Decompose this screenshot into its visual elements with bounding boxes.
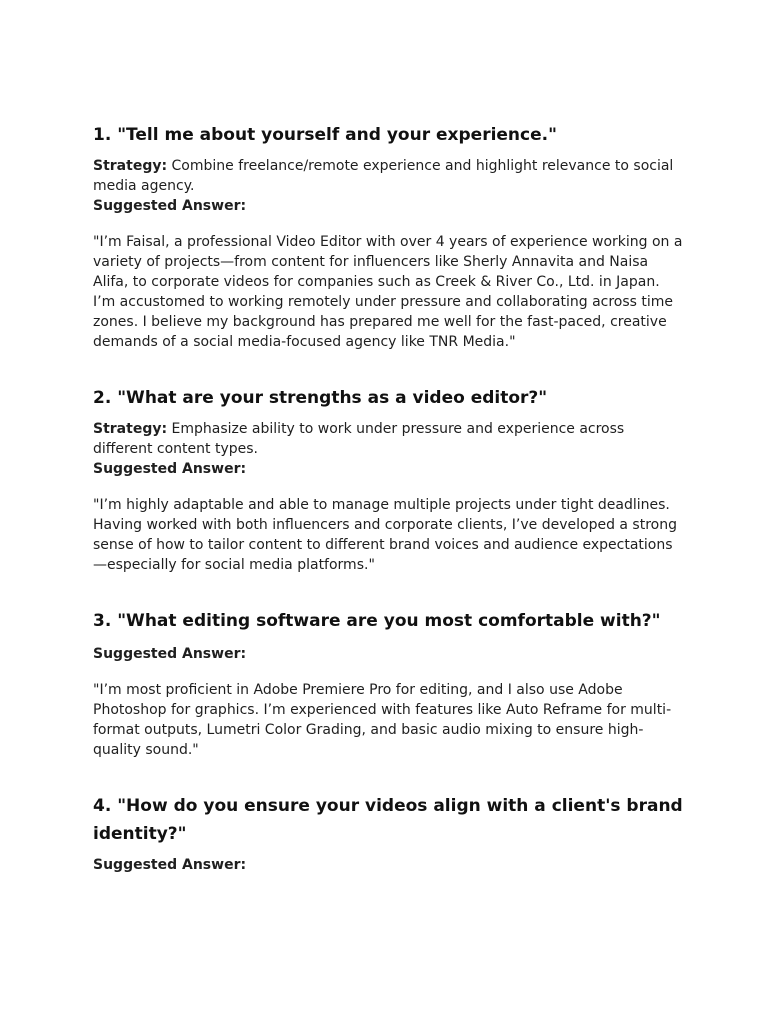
suggested-answer-text: "I’m most proficient in Adobe Premiere Pro for editing, and I also use Adobe Photoshop for graphics. I’m experienced with features like Auto Reframe for multi-format outputs, Lumetri Color Grading, and basic audio mixing to ensure high-quality sound." [93, 682, 672, 758]
question-heading: 2. "What are your strengths as a video editor?" [93, 388, 548, 408]
suggested-answer-label: Suggested Answer: [93, 857, 247, 873]
suggested-answer-label: Suggested Answer: [93, 198, 247, 214]
suggested-answer-text: "I’m highly adaptable and able to manage multiple projects under tight deadlines. Having worked with both influencers and corporate clients, I’ve developed a strong sense of how to tailor content to different brand voices and audience expectations—especially for social media platforms." [93, 497, 677, 573]
suggested-answer-text: "I’m Faisal, a professional Video Editor with over 4 years of experience working on a variety of projects—from content for influencers like Sherly Annavita and Naisa Alifa, to corporate videos for companies such as Creek & River Co., Ltd. in Japan. I’m accustomed to working remotely under pressure and collaborating across time zones. I believe my background has prepared me well for the fast-paced, creative demands of a social media-focused agency like TNR Media." [93, 234, 683, 350]
question-section-2 [93, 384, 683, 575]
strategy-label: Strategy: [93, 421, 168, 437]
suggested-answer-label: Suggested Answer: [93, 461, 247, 477]
strategy-text: Emphasize ability to work under pressure and experience across different content types. [93, 421, 625, 457]
question-heading: 4. "How do you ensure your videos align with a client's brand identity?" [93, 796, 683, 844]
question-heading: 1. "Tell me about yourself and your experience." [93, 125, 557, 145]
strategy-line [93, 156, 683, 196]
question-section-3 [93, 607, 683, 760]
question-section-1 [93, 121, 683, 352]
suggested-answer-label: Suggested Answer: [93, 646, 247, 662]
question-section-4 [93, 792, 683, 875]
strategy-label: Strategy: [93, 158, 168, 174]
document-page [93, 121, 683, 875]
strategy-line [93, 419, 683, 459]
strategy-text: Combine freelance/remote experience and highlight relevance to social media agency. [93, 158, 674, 194]
question-heading: 3. "What editing software are you most comfortable with?" [93, 611, 661, 631]
